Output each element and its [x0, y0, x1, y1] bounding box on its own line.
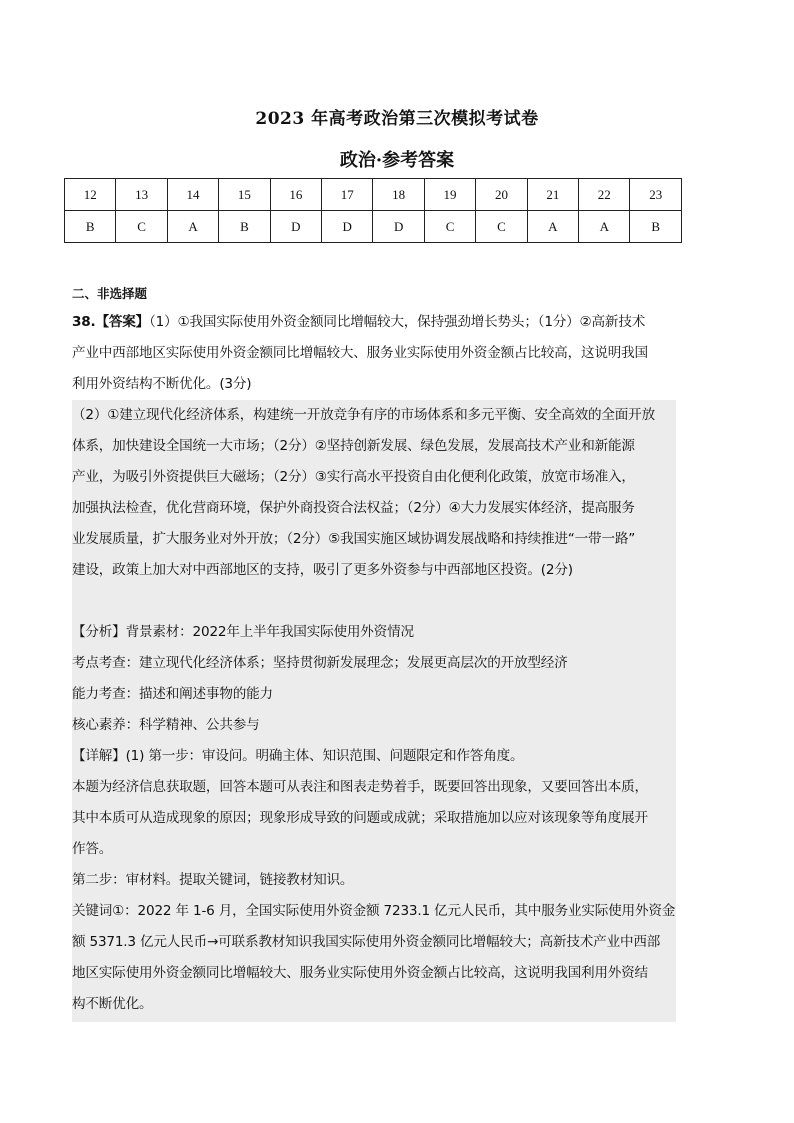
answer-cell: A	[167, 211, 218, 243]
analysis-kaodian: 考点考查：建立现代化经济体系；坚持贯彻新发展理念；发展更高层次的开放型经济	[72, 655, 568, 671]
analysis-label: 【分析】	[72, 624, 126, 640]
q38-part1-line: 38.【答案】（1）①我国实际使用外资金额同比增幅较大，保持强劲增长势头；（1分）②高新技术	[72, 314, 646, 330]
question-number-cell: 12	[65, 179, 116, 211]
analysis-background: 【分析】背景素材：2022年上半年我国实际使用外资情况	[72, 624, 414, 640]
detail-step2: 第二步：审材料。提取关键词，链接教材知识。	[72, 872, 354, 888]
question-number-row	[65, 179, 682, 211]
question-number-cell: 14	[167, 179, 218, 211]
answer-cell: B	[630, 211, 682, 243]
question-number-cell: 20	[476, 179, 527, 211]
question-number-cell: 21	[527, 179, 578, 211]
q38-part1	[72, 307, 676, 400]
q38-part2-line: 体系，加快建设全国统一大市场；（2分）②坚持创新发展、绿色发展，发展高技术产业和新能源	[72, 438, 635, 454]
document-subtitle: 政治·参考答案	[339, 150, 455, 171]
shaded-answer-area	[72, 400, 676, 1022]
answer-cell: B	[65, 211, 116, 243]
analysis-nengli: 能力考查：描述和阐述事物的能力	[72, 686, 273, 702]
keyword-line: 地区实际使用外资金额同比增幅较大、服务业实际使用外资金额占比较高，这说明我国利用外资结	[72, 965, 648, 981]
detail-paragraph-line: 其中本质可从造成现象的原因；现象形成导致的问题或成就；采取措施加以应对该现象等角度展开	[72, 810, 648, 826]
q38-part2-line: 产业，为吸引外资提供巨大磁场；（2分）③实行高水平投资自由化便利化政策，放宽市场准入，	[72, 469, 635, 485]
section-heading: 二、非选择题	[72, 286, 148, 301]
answer-cell: D	[322, 211, 373, 243]
question-number-cell: 18	[373, 179, 424, 211]
question-number-cell: 22	[579, 179, 630, 211]
analysis-suyang: 核心素养：科学精神、公共参与	[72, 717, 260, 733]
q38-part1-line: 产业中西部地区实际使用外资金额同比增幅较大、服务业实际使用外资金额占比较高，这说明我国	[72, 345, 648, 361]
detail-paragraph-line: 作答。	[72, 841, 113, 857]
question-number-cell: 15	[219, 179, 270, 211]
q38-part1-line: 利用外资结构不断优化。(3分)	[72, 376, 252, 392]
answer-cell: C	[424, 211, 475, 243]
detail-label: 【详解】	[72, 748, 126, 764]
answer-cell: C	[116, 211, 167, 243]
detail-step1: 【详解】(1) 第一步：审设问。明确主体、知识范围、问题限定和作答角度。	[72, 748, 524, 764]
answer-cell: C	[476, 211, 527, 243]
keyword-line: 额 5371.3 亿元人民币→可联系教材知识我国实际使用外资金额同比增幅较大；高新技术产业中西部	[72, 934, 661, 950]
question-number-cell: 16	[270, 179, 321, 211]
answer-cell: D	[373, 211, 424, 243]
answer-table	[64, 178, 682, 243]
question-number-cell: 13	[116, 179, 167, 211]
answer-row	[65, 211, 682, 243]
q38-part2-line: （2）①建立现代化经济体系，构建统一开放竞争有序的市场体系和多元平衡、安全高效的全面开放	[72, 407, 655, 423]
question-number-cell: 23	[630, 179, 682, 211]
blank-line	[72, 586, 676, 617]
question-number-cell: 19	[424, 179, 475, 211]
answer-cell: A	[527, 211, 578, 243]
detail-paragraph-line: 本题为经济信息获取题，回答本题可从表注和图表走势着手，既要回答出现象，又要回答出本质，	[72, 779, 648, 795]
keyword-line: 关键词①：2022 年 1-6 月，全国实际使用外资金额 7233.1 亿元人民币，其中服务业实际使用外资金	[72, 903, 676, 919]
q38-part2-line: 业发展质量，扩大服务业对外开放；（2分）⑤我国实施区域协调发展战略和持续推进“一带一路”	[72, 531, 636, 547]
q38-answer-label: 38.【答案】	[72, 314, 150, 330]
question-number-cell: 17	[322, 179, 373, 211]
q38-part2-line: 加强执法检查，优化营商环境，保护外商投资合法权益；（2分）④大力发展实体经济，提高服务	[72, 500, 635, 516]
document-title: 2023 年高考政治第三次模拟考试卷	[255, 109, 539, 129]
answer-cell: B	[219, 211, 270, 243]
q38-part2-line: 建设，政策上加大对中西部地区的支持，吸引了更多外资参与中西部地区投资。(2分)	[72, 562, 573, 578]
answer-cell: D	[270, 211, 321, 243]
keyword-line: 构不断优化。	[72, 996, 153, 1012]
answer-cell: A	[579, 211, 630, 243]
